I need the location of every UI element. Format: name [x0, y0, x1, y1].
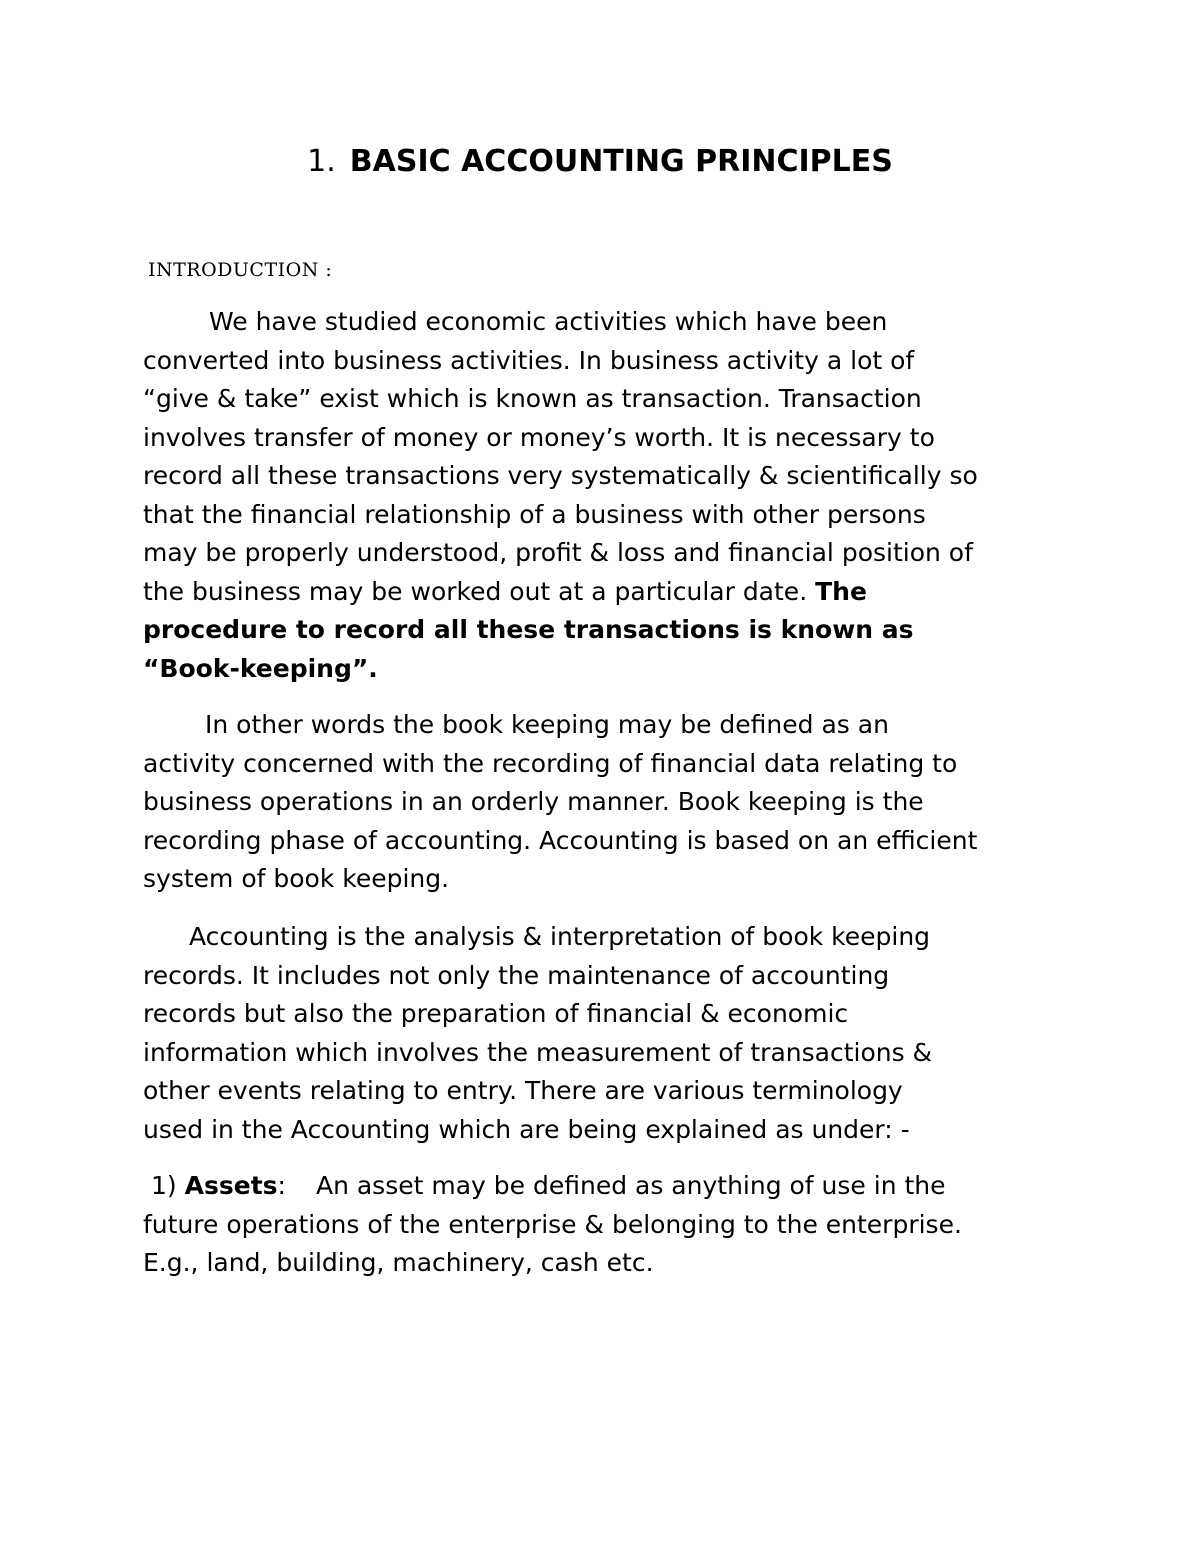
- assets-first-line: [143, 1167, 1103, 1206]
- introduction-label: INTRODUCTION :: [148, 259, 333, 281]
- paragraph-line: used in the Accounting which are being explained as under: -: [143, 1114, 910, 1144]
- paragraph-line: records. It includes not only the maintenance of accounting: [143, 960, 890, 990]
- paragraph-line: We have studied economic activities which have been: [209, 307, 888, 336]
- paragraph-line: business operations in an orderly manner. Book keeping is the: [143, 787, 924, 816]
- paragraph-assets: [143, 1167, 1103, 1283]
- paragraph-line: system of book keeping.: [143, 864, 450, 893]
- paragraph-line: information which involves the measurement of transactions &: [143, 1037, 933, 1067]
- paragraph-bookkeeping: [143, 303, 1103, 688]
- paragraph-line: future operations of the enterprise & belonging to the enterprise.: [143, 1209, 962, 1239]
- chapter-title: BASIC ACCOUNTING PRINCIPLES: [349, 144, 893, 179]
- chapter-number: 1.: [307, 144, 336, 179]
- bold-definition-line: procedure to record all these transactions is known as: [143, 615, 914, 644]
- chapter-heading: [0, 143, 1200, 181]
- paragraph-line: recording phase of accounting. Accounting is based on an efficient: [143, 825, 978, 855]
- paragraph-line: record all these transactions very systematically & scientifically so: [143, 461, 978, 490]
- paragraph-definition: [143, 706, 1103, 899]
- paragraph-line: “give & take” exist which is known as transaction. Transaction: [143, 384, 922, 413]
- term-assets: Assets: [184, 1171, 278, 1200]
- term-colon: :: [277, 1171, 286, 1200]
- line-bold-text: The: [815, 576, 867, 606]
- paragraph-line: other events relating to entry. There are various terminology: [143, 1076, 903, 1105]
- paragraph-line-mixed: [143, 573, 1103, 612]
- paragraph-line: may be properly understood, profit & loss and financial position of: [143, 538, 973, 567]
- paragraph-line: In other words the book keeping may be defined as an: [205, 710, 889, 739]
- paragraph-line: activity concerned with the recording of financial data relating to: [143, 748, 958, 778]
- paragraph-accounting: [143, 918, 1103, 1149]
- paragraph-line: converted into business activities. In business activity a lot of: [143, 345, 915, 375]
- paragraph-line: E.g., land, building, machinery, cash etc.: [143, 1248, 654, 1277]
- paragraph-line: that the financial relationship of a business with other persons: [143, 499, 926, 529]
- bold-definition-term: “Book-keeping”.: [143, 653, 378, 683]
- list-item-number: 1): [151, 1171, 177, 1200]
- assets-definition: An asset may be defined as anything of use in the: [315, 1171, 946, 1200]
- line-regular-text: the business may be worked out at a particular date.: [143, 576, 808, 606]
- paragraph-line: records but also the preparation of financial & economic: [143, 999, 849, 1028]
- paragraph-line: involves transfer of money or money’s worth. It is necessary to: [143, 422, 935, 452]
- paragraph-line: Accounting is the analysis & interpretation of book keeping: [189, 922, 931, 951]
